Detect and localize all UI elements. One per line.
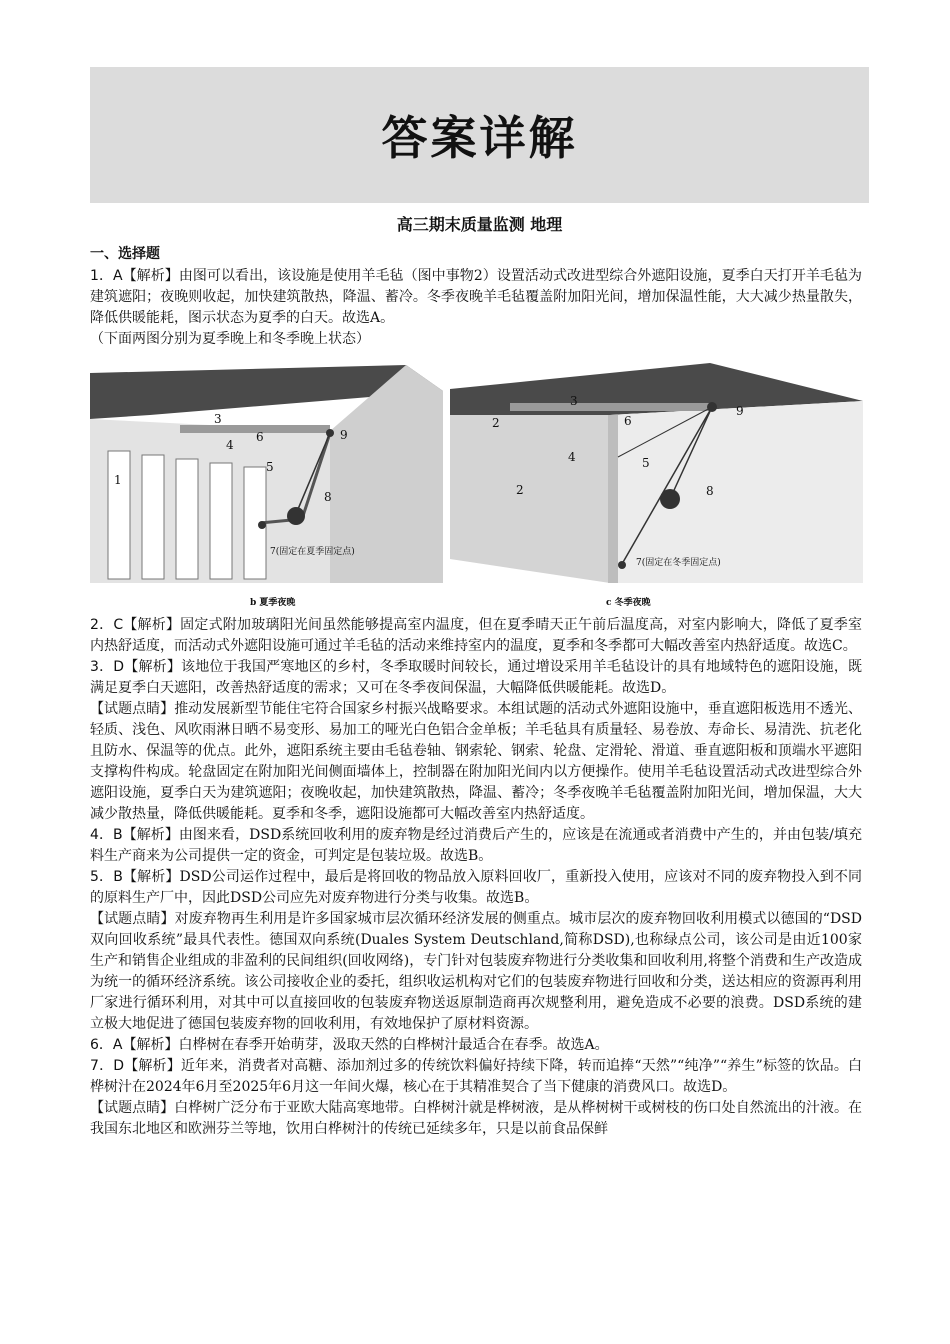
answer-3-text: 该地位于我国严寒地区的乡村，冬季取暖时间较长，通过增设采用羊毛毡设计的具有地域特色的遮阳设施，既满足夏季白天遮阳，改善热舒适度的需求；又可在冬季夜间保温，大幅降低供暖能耗。故选D。 bbox=[90, 659, 863, 696]
figure-label: 3 bbox=[570, 394, 578, 408]
figure-label: 4 bbox=[226, 438, 234, 452]
pointer-2-text: 对废弃物再生利用是许多国家城市层次循环经济发展的侧重点。城市层次的废弃物回收利用模式以德国的“DSD双向回收系统”最具代表性。德国双向系统(Duales System Deutschland,简称DSD),也称绿点公司，该公司是由近100家生产和销售企业组成的非盈利的民间组织(回收网络)，专门针对包装废弃物进行分类收集和回收利用,将整个消费和生产改造成为统一的循环经济系统。该公司接收企业的委托，组织收运机构对它们的包装废弃物进行回收和分类，送达相应的资源再利用厂家进行循环利用，对其中可以直接回收的包装废弃物送返原制造商再次规整利用，避免造成不必要的浪费。DSD系统的建立极大地促进了德国包装废弃物的回收利用，有效地保护了原材料资源。 bbox=[90, 911, 863, 1032]
pointer-2-head: 【试题点睛】 bbox=[90, 911, 175, 927]
cable-wheel bbox=[287, 507, 305, 525]
answer-block-2 bbox=[90, 615, 862, 1140]
figure-label: 8 bbox=[706, 484, 714, 498]
figure-summer-night-drawing bbox=[90, 359, 443, 613]
felt-roller-bar bbox=[510, 403, 710, 411]
section-heading: 一、选择题 bbox=[90, 246, 160, 262]
banner-title: 答案详解 bbox=[381, 111, 578, 165]
figure-label: 2 bbox=[492, 416, 500, 430]
shade-panel bbox=[108, 451, 130, 579]
shade-panel bbox=[142, 455, 164, 579]
figures-note: （下面两图分别为夏季晚上和冬季晚上状态） bbox=[90, 331, 370, 347]
answer-7-head: 7．D【解析】 bbox=[90, 1058, 181, 1074]
figure-label: 3 bbox=[214, 412, 222, 426]
felt-roller-bar bbox=[180, 425, 330, 433]
figure-winter-night bbox=[450, 359, 863, 613]
figure-label: 5 bbox=[266, 460, 274, 474]
pulley bbox=[326, 429, 334, 437]
figure-summer-night bbox=[90, 359, 443, 613]
answer-7-text: 近年来，消费者对高糖、添加剂过多的传统饮料偏好持续下降，转而追捧“天然”“纯净”“养生”标签的饮品。白桦树汁在2024年6月至2025年6月这一年间火爆，核心在于其精准契合了当下健康的消费风口。故选D。 bbox=[90, 1058, 862, 1095]
figure-caption: c 冬季夜晚 bbox=[606, 598, 651, 608]
answer-6 bbox=[90, 1035, 862, 1056]
shade-panel bbox=[210, 463, 232, 579]
fixed-point-label: 7(固定在冬季固定点) bbox=[636, 558, 721, 568]
figure-label: 4 bbox=[568, 450, 576, 464]
figure-label: 9 bbox=[340, 428, 348, 442]
figure-label: 2 bbox=[516, 483, 524, 497]
answer-1 bbox=[90, 266, 862, 329]
figure-label: 6 bbox=[624, 414, 632, 428]
figure-label: 6 bbox=[256, 430, 264, 444]
pointer-3-text: 白桦树广泛分布于亚欧大陆高寒地带。白桦树汁就是桦树液，是从桦树树干或树枝的伤口处自然流出的汁液。在我国东北地区和欧洲芬兰等地，饮用白桦树汁的传统已延续多年，只是以前食品保鲜 bbox=[90, 1100, 863, 1137]
pointer-1-text: 推动发展新型节能住宅符合国家乡村振兴战略要求。本组试题的活动式外遮阳设施中，垂直遮阳板选用不透光、轻质、浅色、风吹雨淋日晒不易变形、易加工的哑光白色铝合金单板；羊毛毡具有质量轻、易卷放、寿命长、易清洗、抗老化且防水、保温等的优点。此外，遮阳系统主要由毛毡卷轴、钢索轮、钢索、轮盘、定滑轮、滑道、垂直遮阳板和顶端水平遮阳支撑构件构成。轮盘固定在附加阳光间侧面墙体上，控制器在附加阳光间内以方便操作。使用羊毛毡设置活动式改进型综合外遮阳设施，夏季白天为建筑遮阳；夜晚收起，加快建筑散热，降温、蓄冷；冬季夜晚羊毛毡覆盖附加阳光间，增加保温，大大减少散热量，降低供暖能耗。夏季和冬季，遮阳设施都可大幅改善室内热舒适度。 bbox=[90, 701, 863, 822]
pointer-1-head: 【试题点睛】 bbox=[90, 701, 175, 717]
fixed-point bbox=[618, 561, 626, 569]
answer-6-text: 白桦树在春季开始萌芽，汲取天然的白桦树汁最适合在春季。故选A。 bbox=[178, 1037, 609, 1053]
figure-label: 9 bbox=[736, 404, 744, 418]
answer-1-head: 1．A【解析】 bbox=[90, 268, 179, 284]
pointer-3-head: 【试题点睛】 bbox=[90, 1100, 175, 1116]
answer-4-text: 由图来看，DSD系统回收利用的废弃物是经过消费后产生的，应该是在流通或者消费中产生的，并由包装/填充料生产商来为公司提供一定的资金，可判定是包装垃圾。故选B。 bbox=[90, 827, 862, 864]
answer-3-head: 3．D【解析】 bbox=[90, 659, 182, 675]
side-wall bbox=[610, 401, 863, 583]
fixed-point bbox=[258, 521, 266, 529]
answer-3 bbox=[90, 657, 862, 699]
answer-2-head: 2．C【解析】 bbox=[90, 617, 181, 633]
answer-2 bbox=[90, 615, 862, 657]
header-banner bbox=[90, 67, 869, 203]
answer-4 bbox=[90, 825, 862, 867]
document-title: 高三期末质量监测 地理 bbox=[396, 215, 563, 234]
answer-block-1 bbox=[90, 266, 862, 350]
answer-4-head: 4．B【解析】 bbox=[90, 827, 179, 843]
figure-label: 8 bbox=[324, 490, 332, 504]
figure-label: 1 bbox=[114, 473, 122, 487]
corner-post bbox=[608, 415, 618, 583]
shade-panel bbox=[176, 459, 198, 579]
felt-cover-front bbox=[450, 415, 610, 583]
answer-5-head: 5．B【解析】 bbox=[90, 869, 180, 885]
answer-5 bbox=[90, 867, 862, 909]
answer-7 bbox=[90, 1056, 862, 1098]
pointer-2 bbox=[90, 909, 862, 1035]
pointer-3 bbox=[90, 1098, 862, 1140]
answer-6-head: 6．A【解析】 bbox=[90, 1037, 179, 1053]
figure-caption: b 夏季夜晚 bbox=[250, 598, 296, 608]
pointer-1 bbox=[90, 699, 862, 825]
answer-5-text: DSD公司运作过程中，最后是将回收的物品放入原料回收厂，重新投入使用，应该对不同的废弃物投入到不同的原料生产厂中，因此DSD公司应先对废弃物进行分类与收集。故选B。 bbox=[90, 869, 862, 906]
pulley bbox=[707, 402, 717, 412]
fixed-point-label: 7(固定在夏季固定点) bbox=[270, 547, 355, 557]
cable-wheel bbox=[660, 489, 680, 509]
figure-label: 5 bbox=[642, 456, 650, 470]
figure-winter-night-drawing bbox=[450, 359, 863, 613]
answer-1-text: 由图可以看出，该设施是使用羊毛毡（图中事物2）设置活动式改进型综合外遮阳设施，夏季白天打开羊毛毡为建筑遮阳；夜晚则收起，加快建筑散热，降温、蓄冷。冬季夜晚羊毛毡覆盖附加阳光间，增加保温性能，大大减少热量散失，降低供暖能耗，图示状态为夏季的白天。故选A。 bbox=[90, 268, 863, 326]
answer-2-text: 固定式附加玻璃阳光间虽然能够提高室内温度，但在夏季晴天正午前后温度高，对室内影响大，降低了夏季室内热舒适度，而活动式外遮阳设施可通过羊毛毡的活动来维持室内的温度，夏季和冬季都可大幅改善室内热舒适度。故选C。 bbox=[90, 617, 862, 654]
